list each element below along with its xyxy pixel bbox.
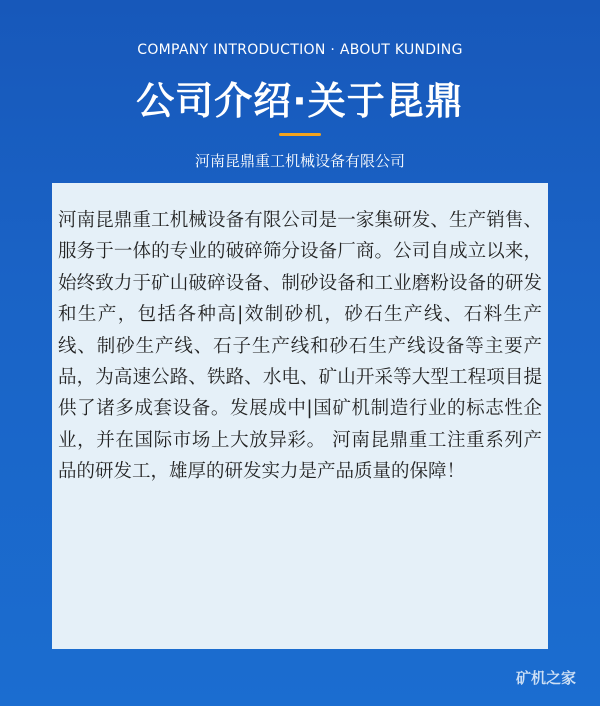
watermark: 矿机之家	[515, 669, 576, 687]
intro-card	[52, 183, 548, 649]
company-name: 河南昆鼎重工机械设备有限公司	[194, 152, 405, 170]
english-subtitle: COMPANY INTRODUCTION · ABOUT KUNDING	[137, 42, 463, 58]
page-title: 公司介绍·关于昆鼎	[136, 79, 464, 123]
intro-text: 河南昆鼎重工机械设备有限公司是一家集研发、生产销售、服务于一体的专业的破碎筛分设备厂商。公司自成立以来，始终致力于矿山破碎设备、制砂设备和工业磨粉设备的研发和生产，包括各种高|效制砂机，砂石生产线、石料生产线、制砂生产线、石子生产线和砂石生产线设备等主要产品，为高速公路、铁路、水电、矿山开采等大型工程项目提供了诸多成套设备。发展成中|国矿机制造行业的标志性企业，并在国际市场上大放异彩。 河南昆鼎重工注重系列产品的研发工，雄厚的研发实力是产品质量的保障！	[58, 210, 542, 483]
title-divider	[279, 133, 321, 136]
